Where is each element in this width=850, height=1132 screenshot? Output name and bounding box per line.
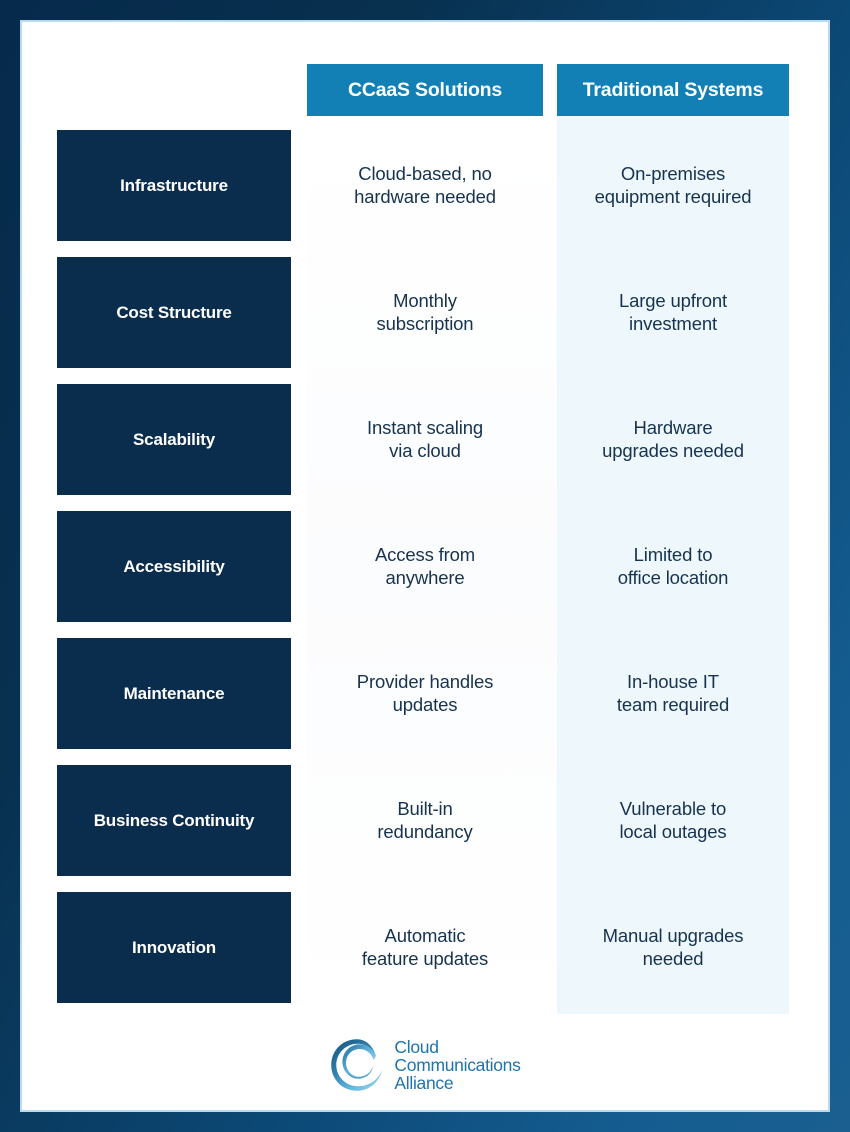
cell-ccaas-accessibility xyxy=(307,511,543,622)
logo-line-2: Communications xyxy=(394,1054,521,1075)
cell-ccaas-business-continuity xyxy=(307,765,543,876)
cell-line-1: Access from xyxy=(374,544,476,566)
row-label-business-continuity xyxy=(57,765,291,876)
table-body xyxy=(22,130,828,1003)
table-header-row xyxy=(22,64,828,116)
cell-line-2: investment xyxy=(629,312,717,334)
cell-ccaas-innovation xyxy=(307,892,543,1003)
cell-line-1: Automatic xyxy=(384,925,466,947)
cell-traditional-scalability xyxy=(557,384,789,495)
row-label-maintenance xyxy=(57,638,291,749)
cell-line-1: On-premises xyxy=(620,163,726,185)
row-label-accessibility xyxy=(57,511,291,622)
table-row xyxy=(22,130,828,241)
cell-line-1: In-house IT xyxy=(627,671,719,693)
row-label-text: Maintenance xyxy=(123,683,225,703)
column-header-ccaas xyxy=(307,64,543,116)
row-label-text: Scalability xyxy=(133,429,215,449)
cell-line-2: updates xyxy=(392,693,458,715)
cell-line-2: upgrades needed xyxy=(602,439,744,461)
cell-line-1: Instant scaling xyxy=(366,417,483,439)
cell-ccaas-cost-structure xyxy=(307,257,543,368)
cell-line-1: Large upfront xyxy=(618,290,728,312)
table-row xyxy=(22,638,828,749)
row-label-innovation xyxy=(57,892,291,1003)
cell-line-2: hardware needed xyxy=(354,185,496,207)
cloud-swirl-icon xyxy=(329,1037,385,1093)
table-row xyxy=(22,384,828,495)
cell-line-1: Monthly xyxy=(393,290,457,312)
cell-line-2: office location xyxy=(617,566,729,588)
column-header-ccaas-label: CCaaS Solutions xyxy=(347,78,503,101)
row-label-text: Accessibility xyxy=(123,556,225,576)
cell-line-1: Vulnerable to xyxy=(619,798,727,820)
row-label-text: Infrastructure xyxy=(120,175,228,195)
table-row xyxy=(22,257,828,368)
footer-branding xyxy=(22,1022,828,1108)
infographic-card xyxy=(20,20,830,1112)
cell-traditional-infrastructure xyxy=(557,130,789,241)
cell-line-1: Provider handles xyxy=(356,671,494,693)
cell-traditional-maintenance xyxy=(557,638,789,749)
cell-ccaas-infrastructure xyxy=(307,130,543,241)
cell-line-2: subscription xyxy=(376,312,474,334)
column-header-traditional xyxy=(557,64,789,116)
row-label-infrastructure xyxy=(57,130,291,241)
comparison-table xyxy=(22,22,828,1110)
cell-line-2: anywhere xyxy=(385,566,465,588)
cell-traditional-accessibility xyxy=(557,511,789,622)
row-label-text: Business Continuity xyxy=(93,810,255,830)
cell-line-1: Limited to xyxy=(633,544,713,566)
cell-line-2: local outages xyxy=(619,820,727,842)
cell-line-2: via cloud xyxy=(389,439,461,461)
row-label-scalability xyxy=(57,384,291,495)
cloud-communications-alliance-logo xyxy=(329,1037,520,1093)
cell-traditional-cost-structure xyxy=(557,257,789,368)
logo-line-3: Alliance xyxy=(394,1073,454,1094)
cell-traditional-business-continuity xyxy=(557,765,789,876)
cell-ccaas-scalability xyxy=(307,384,543,495)
cell-line-1: Manual upgrades xyxy=(602,925,744,947)
cell-line-2: redundancy xyxy=(377,820,473,842)
row-label-text: Cost Structure xyxy=(116,302,232,322)
cell-line-2: team required xyxy=(616,693,730,715)
row-label-text: Innovation xyxy=(132,937,216,957)
table-row xyxy=(22,892,828,1003)
table-row xyxy=(22,511,828,622)
logo-wordmark xyxy=(394,1038,520,1093)
cell-line-2: equipment required xyxy=(594,185,752,207)
logo-line-1: Cloud xyxy=(394,1036,439,1057)
cell-ccaas-maintenance xyxy=(307,638,543,749)
cell-traditional-innovation xyxy=(557,892,789,1003)
table-row xyxy=(22,765,828,876)
cell-line-1: Cloud-based, no xyxy=(358,163,492,185)
cell-line-1: Hardware xyxy=(633,417,713,439)
cell-line-1: Built-in xyxy=(397,798,453,820)
cell-line-2: needed xyxy=(642,947,704,969)
column-header-traditional-label: Traditional Systems xyxy=(582,78,764,101)
cell-line-2: feature updates xyxy=(361,947,489,969)
row-label-cost-structure xyxy=(57,257,291,368)
